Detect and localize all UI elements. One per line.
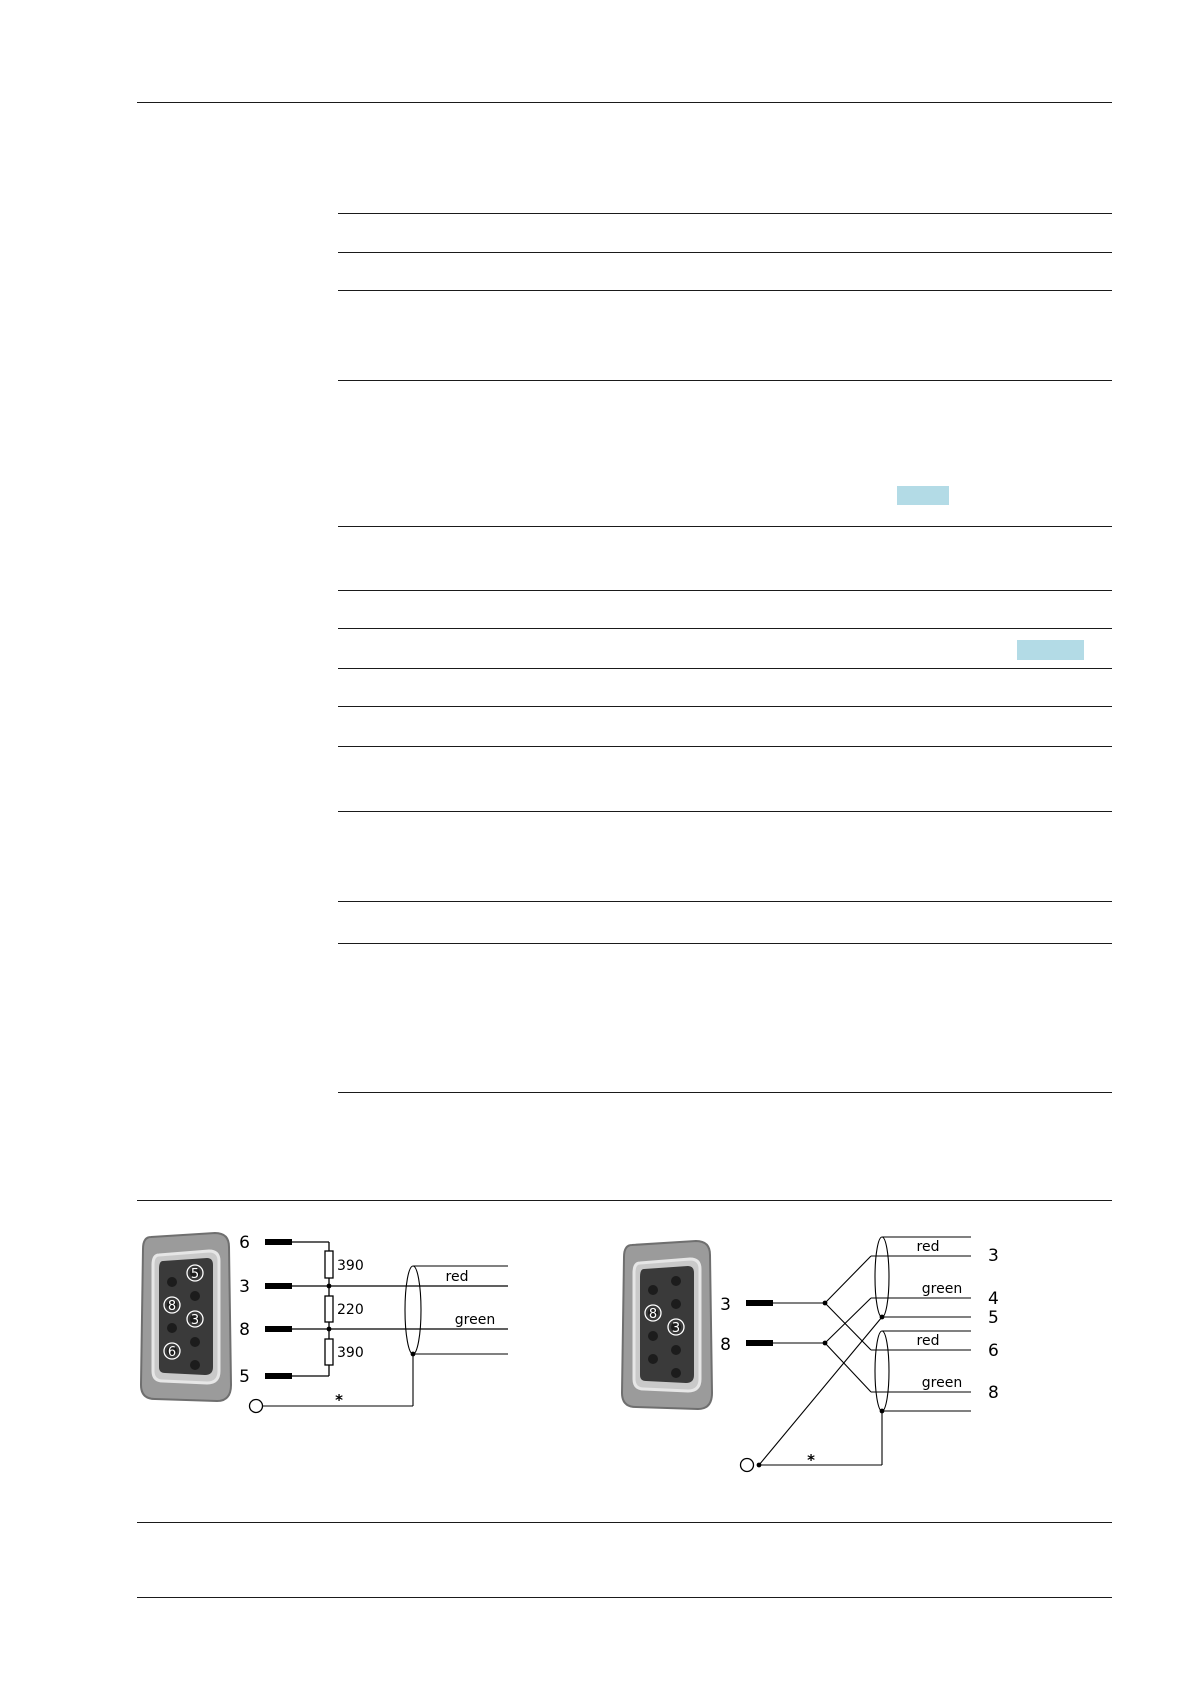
junction-dot	[411, 1352, 416, 1357]
resistor-value: 390	[337, 1345, 364, 1361]
resistor-value: 220	[337, 1302, 364, 1318]
table-rule	[338, 252, 1112, 253]
pin-number: 8	[720, 1335, 731, 1355]
table-rule	[338, 290, 1112, 291]
wire-color-label: red	[916, 1333, 940, 1349]
output-pin-number: 3	[988, 1246, 999, 1266]
footer-rule	[137, 1597, 1112, 1598]
junction-dot	[880, 1315, 885, 1320]
connector-pin-label: 3	[190, 1313, 200, 1328]
output-pin-number: 6	[988, 1341, 999, 1361]
wire-color-label: green	[921, 1375, 963, 1391]
pin-bars	[265, 1239, 292, 1379]
wire-color-label: red	[445, 1269, 469, 1285]
junction-dot	[757, 1463, 762, 1468]
junction-dot	[327, 1284, 332, 1289]
junction-dot	[823, 1301, 828, 1306]
resistor-value: 390	[337, 1258, 364, 1274]
figure-top-rule	[137, 1200, 1112, 1201]
pin-number: 6	[239, 1233, 250, 1253]
pin-number: 3	[239, 1277, 250, 1297]
table-rule	[338, 380, 1112, 381]
crossover-wiring-figure	[618, 1218, 1018, 1488]
table-rule	[338, 901, 1112, 902]
wire-color-label: green	[454, 1312, 496, 1328]
output-pin-number: 8	[988, 1383, 999, 1403]
connector-pin-label: 8	[167, 1299, 177, 1314]
pin-number: 8	[239, 1320, 250, 1340]
table-rule	[338, 943, 1112, 944]
table-rule	[338, 590, 1112, 591]
pin-number: 5	[239, 1367, 250, 1387]
table-rule	[338, 668, 1112, 669]
shielded-cable	[262, 1266, 508, 1406]
header-rule	[137, 102, 1112, 103]
highlight-mark	[897, 486, 949, 505]
junction-dot	[327, 1327, 332, 1332]
termination-wiring-figure	[137, 1225, 537, 1425]
junction-dot	[880, 1409, 885, 1414]
shield-mark: *	[807, 1451, 815, 1469]
wire-color-label: red	[916, 1239, 940, 1255]
table-rule	[338, 628, 1112, 629]
shield-mark: *	[335, 1391, 343, 1409]
table-rule	[338, 811, 1112, 812]
pin-bars	[746, 1300, 773, 1346]
figure-bottom-rule	[137, 1522, 1112, 1523]
connector-pin-label: 6	[167, 1345, 177, 1360]
wire-color-label: green	[921, 1281, 963, 1297]
pin-number: 3	[720, 1295, 731, 1315]
dsub-connector	[141, 1233, 231, 1401]
dsub-connector	[622, 1241, 712, 1409]
crossover-wiring-diagram	[618, 1218, 1018, 1488]
shield-terminal	[741, 1459, 754, 1472]
output-pin-number: 4	[988, 1289, 999, 1309]
table-rule	[338, 746, 1112, 747]
resistor-ladder	[292, 1242, 508, 1376]
highlight-mark	[1017, 640, 1084, 660]
table-rule	[338, 213, 1112, 214]
connector-pin-label: 3	[671, 1321, 681, 1336]
table-rule	[338, 706, 1112, 707]
table-rule	[338, 526, 1112, 527]
connector-pin-label: 8	[648, 1307, 658, 1322]
output-pin-number: 5	[988, 1308, 999, 1328]
connector-pin-label: 5	[190, 1267, 200, 1282]
termination-wiring-diagram	[137, 1225, 537, 1425]
table-rule	[338, 1092, 1112, 1093]
crossover-wires	[759, 1237, 971, 1465]
shield-terminal	[250, 1400, 263, 1413]
junction-dot	[823, 1341, 828, 1346]
